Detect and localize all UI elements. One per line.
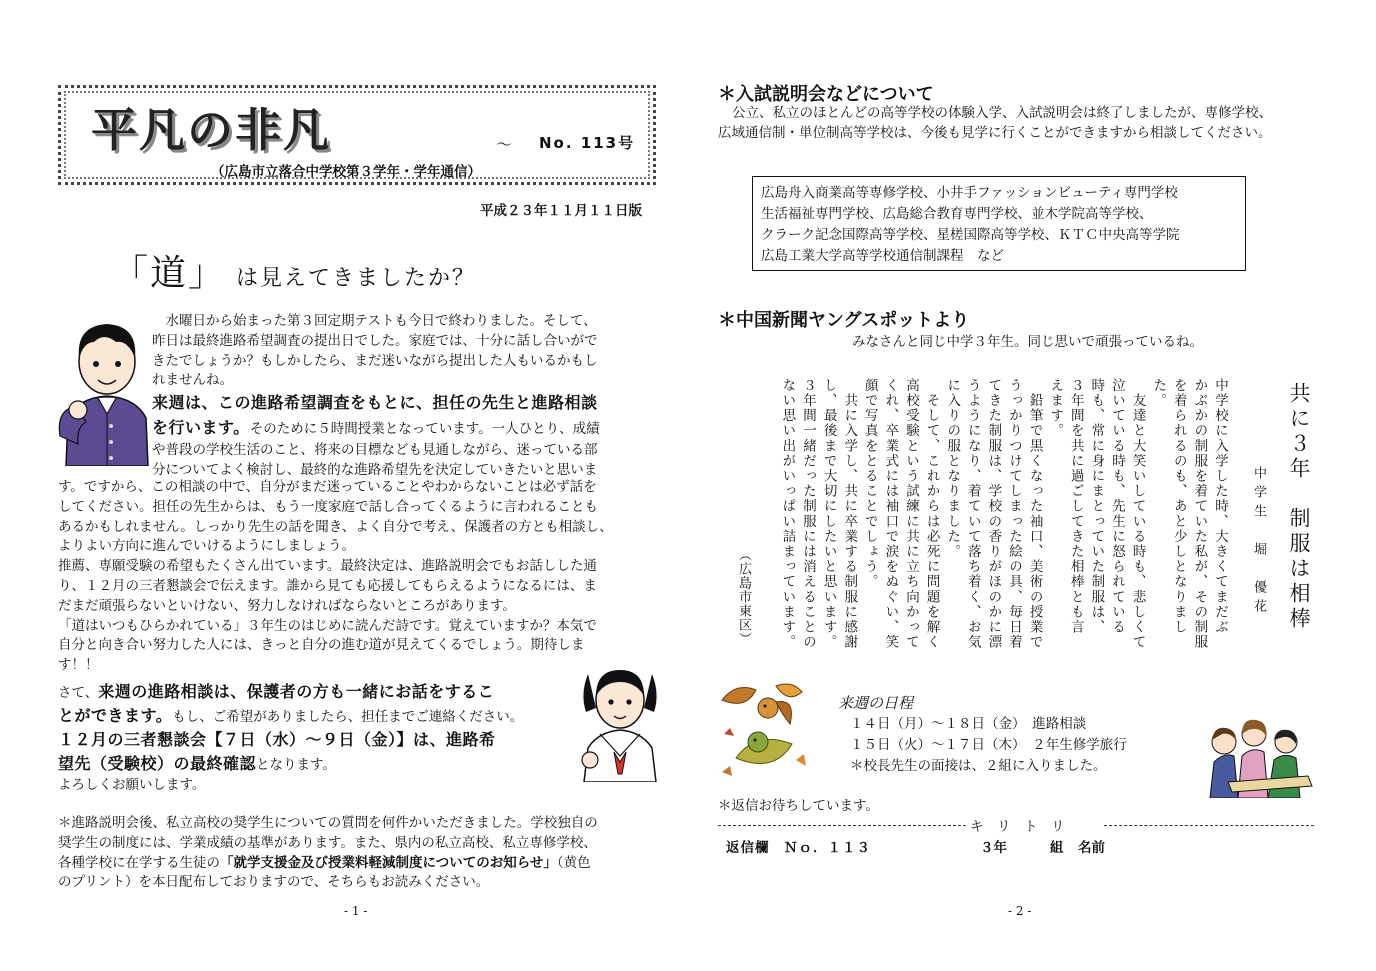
lead-line: あるかもしれません。しっかり先生の話を聞き、よく自分で考え、保護者の方とも相談し、 — [58, 518, 613, 535]
school-list-line: 生活福祉専門学校、広島総合教育専門学校、並木学院高等学校、 — [761, 206, 1153, 222]
issue-date: 平成２３年１１月１１日版 — [480, 203, 642, 219]
reply-wait-text: ＊返信お待ちしています。 — [718, 798, 879, 814]
lead-paragraph-1 — [152, 312, 662, 481]
reply-slot-label: 返信欄 Ｎｏ．１１３ — [726, 840, 871, 856]
scholarship-note — [58, 814, 664, 893]
young-spot-subtitle: みなさんと同じ中学３年生。同じ思いで頑張っているね。 — [852, 334, 1203, 350]
note-line: ＊進路説明会後、私立高校の奨学生についての質問を何件かいただきました。学校独自の — [58, 815, 598, 831]
school-list-line: クラーク記念国際高等学校、星槎国際高等学校、ＫＴＣ中央高等学院 — [761, 227, 1180, 243]
poem-column: てきた制服は、学校の香りがほのかに漂 — [985, 378, 1002, 650]
lead-line: 分についてよく検討し、最終的な進路希望先を決定していきたいと思いま — [152, 461, 598, 478]
schedule-title: 来週の日程 — [838, 694, 914, 712]
page-number-right: - 2 - — [1008, 904, 1032, 918]
lead-line: 昨日は最終進路希望調査の提出日でした。家庭では、十分に話し合いがで — [152, 332, 598, 349]
lead-paragraph-3 — [58, 680, 573, 796]
poem-column: ３年間一緒だった制服には消えることの — [800, 378, 816, 650]
school-list-line: 広島舟入商業高等専修学校、小井手ファッションビューティ専門学校 — [761, 185, 1178, 201]
poem-column: かぶかの制服を着ていた私が、その制服 — [1191, 378, 1208, 650]
body-text: 各種学校に在学する生徒の — [58, 854, 220, 871]
poem-column: し、最後まで大切にしたいと思います。 — [820, 378, 837, 650]
body-text: となります。 — [256, 757, 336, 773]
reply-class-label: 組 — [1050, 840, 1064, 856]
lead-line: してください。担任の先生からは、もう一度家庭で話し合ってくるように言われることも — [58, 498, 598, 515]
bold-text: 「就学支援金及び授業料軽減制度についてのお知らせ」 — [220, 854, 557, 871]
masthead — [58, 85, 656, 185]
note-line: のプリント）を本日配布しておりますので、そちらもお読みください。 — [58, 874, 490, 891]
lead-line: だまだ頑張らないといけない、努力しなければならないところがあります。 — [58, 597, 516, 614]
poem-column: 共に入学し、共に卒業する制服に感謝 — [841, 378, 858, 650]
boy-uniform-illustration-icon — [58, 318, 156, 466]
body-text: そのために５時間授業となっています。一人ひとり、成績 — [249, 421, 600, 438]
lead-line: す。ですから、この相談の中で、自分がまだ迷っていることやわからないことは必ず話を — [58, 479, 597, 495]
body-text: もし、ご希望がありましたら、担任までご連絡ください。 — [172, 709, 524, 725]
bold-text: を行います。 — [152, 418, 250, 438]
bold-text: 来週の進路相談は、保護者の方も一緒にお話をするこ — [98, 682, 495, 701]
lead-line — [152, 391, 662, 416]
poem-column: に入りの服となりました。 — [944, 378, 961, 560]
poem-body — [770, 378, 1230, 674]
poem-column: くれ、卒業式には袖口で涙をぬぐい、笑 — [882, 378, 899, 650]
school-list-box — [752, 176, 1246, 271]
lead-line: す！！ — [58, 657, 99, 674]
schedule-item: ＊校長先生の面接は、２組に入りました。 — [850, 758, 1107, 774]
newsletter-title: 平凡の非凡 — [91, 103, 331, 157]
headline-rest: は見えてきましたか？ — [236, 266, 477, 291]
poem-column: ない思い出がいっぱい詰まっています。 — [779, 378, 796, 650]
poem-column: うようになり、着ていて落ち着く、お気 — [964, 378, 981, 650]
exam-info-line: 広域通信制・単位制高等学校は、今後も見学に行くことができますから相談してください。 — [718, 124, 1272, 141]
issue-number: No. 113号 — [539, 134, 636, 152]
headline-main: 「道」 — [112, 253, 227, 294]
body-text: さて、 — [58, 685, 99, 701]
poem-column: 鉛筆で黒くなった袖口、美術の授業で — [1026, 378, 1043, 650]
lead-line: れませんね。 — [152, 372, 233, 389]
bold-text: 来週は、この進路希望調査をもとに、担任の先生と進路相談 — [152, 393, 598, 413]
poem-column: 高校受験という試練に共に立ち向かって — [903, 378, 919, 650]
lead-line: 自分と向き合い努力した人には、きっと自分の進む道が見えてくるでしょう。期待しま — [58, 637, 585, 654]
poem-column: た。 — [1150, 378, 1167, 409]
lead-line: きたでしょうか？もしかしたら、まだ迷いながら提出した人もいるかもし — [152, 352, 598, 369]
poem-author: 中学生 堀 優花 — [1251, 466, 1266, 618]
reply-name-label: 名前 — [1078, 840, 1105, 856]
section-title-young-spot: ＊中国新聞ヤングスポットより — [718, 310, 970, 331]
reply-grade-label: ３年 — [980, 840, 1007, 856]
poem-column: 時も、常に身にまとっていた制服は、 — [1088, 378, 1105, 635]
page-number-left: - 1 - — [344, 904, 368, 918]
newsletter-subtitle: （広島市立落合中学校第３学年・学年通信） — [211, 164, 481, 180]
lead-line: り、１２月の三者懇談会で伝えます。誰から見ても応援してもらえるようになるには、ま — [58, 577, 597, 594]
bold-text: １２月の三者懇談会【７日（水）～９日（金）】は、進路希 — [58, 730, 496, 749]
poem-column: ３年間を共に過ごしてきた相棒とも言 — [1067, 378, 1084, 635]
people-talking-icon — [1208, 706, 1314, 798]
poem-column: 中学校に入学した時、大きくてまだぶ — [1212, 378, 1228, 635]
lead-line: 水曜日から始まった第３回定期テストも今日で終わりました。そして、 — [152, 313, 597, 329]
section-title-exam-info: ＊入試説明会などについて — [718, 84, 934, 105]
lead-paragraph-2 — [58, 478, 664, 676]
poem-column: えます。 — [1047, 378, 1064, 439]
lead-headline — [112, 245, 476, 296]
lead-line: 推薦、専願受験の希望もたくさん出ています。最終決定は、進路説明会でもお話しした通 — [58, 558, 597, 575]
autumn-squirrels-icon — [716, 680, 814, 780]
cut-line-left — [718, 825, 966, 826]
note-line: 奨学生の制度には、学業成績の基準があります。また、県内の私立高校、私立専修学校、 — [58, 834, 597, 851]
title-tilde: ～ — [496, 135, 513, 154]
poem-column: そして、これからは必死に問題を解く — [923, 378, 940, 650]
bold-text: 望先（受験校）の最終確認 — [58, 754, 257, 773]
kiritori-label: キ リ ト リ — [970, 819, 1065, 835]
poem-title: 共に３年 制服は相棒 — [1287, 382, 1311, 632]
poem-place: （広島市東区） — [736, 548, 751, 646]
exam-info-line: 公立、私立のほとんどの高等学校の体験入学、入試説明会は終了しましたが、専修学校、 — [732, 105, 1272, 121]
lead-line: 「道はいつもひらかれている」３年生のはじめに読んだ詩です。覚えていますか？本気で — [58, 617, 597, 634]
poem-column: うっかりつけてしまった絵の具、毎日着 — [1006, 378, 1022, 650]
poem-column: 泣いている時も、先生に怒られている — [1109, 378, 1125, 635]
lead-line: や普段の学校生活のこと、将来の目標なども見通しながら、迷っている部 — [152, 442, 598, 459]
girl-sailor-uniform-illustration-icon — [578, 664, 662, 782]
poem-column: 顔で写真をとることでしょう。 — [861, 378, 878, 590]
body-text: （黄色 — [556, 854, 591, 871]
schedule-item: １５日（火）～１７日（木） ２年生修学旅行 — [850, 737, 1127, 753]
exam-info-text — [718, 104, 1338, 144]
cut-line-right — [1104, 825, 1314, 826]
lead-line: よろしくお願いします。 — [58, 777, 206, 793]
lead-line: よりよい方向に進んでいけるようにしましょう。 — [58, 538, 355, 555]
poem-column: を着られるのも、あと少しとなりまし — [1170, 378, 1187, 635]
school-list-line: 広島工業大学高等学校通信制課程 など — [761, 248, 1004, 264]
schedule-list — [850, 714, 1210, 777]
bold-text: とができます。 — [58, 706, 173, 725]
schedule-item: １４日（月）～１８日（金） 進路相談 — [850, 716, 1087, 732]
poem-column: 友達と大笑いしている時も、悲しくて — [1129, 378, 1146, 650]
lead-line — [152, 416, 662, 441]
